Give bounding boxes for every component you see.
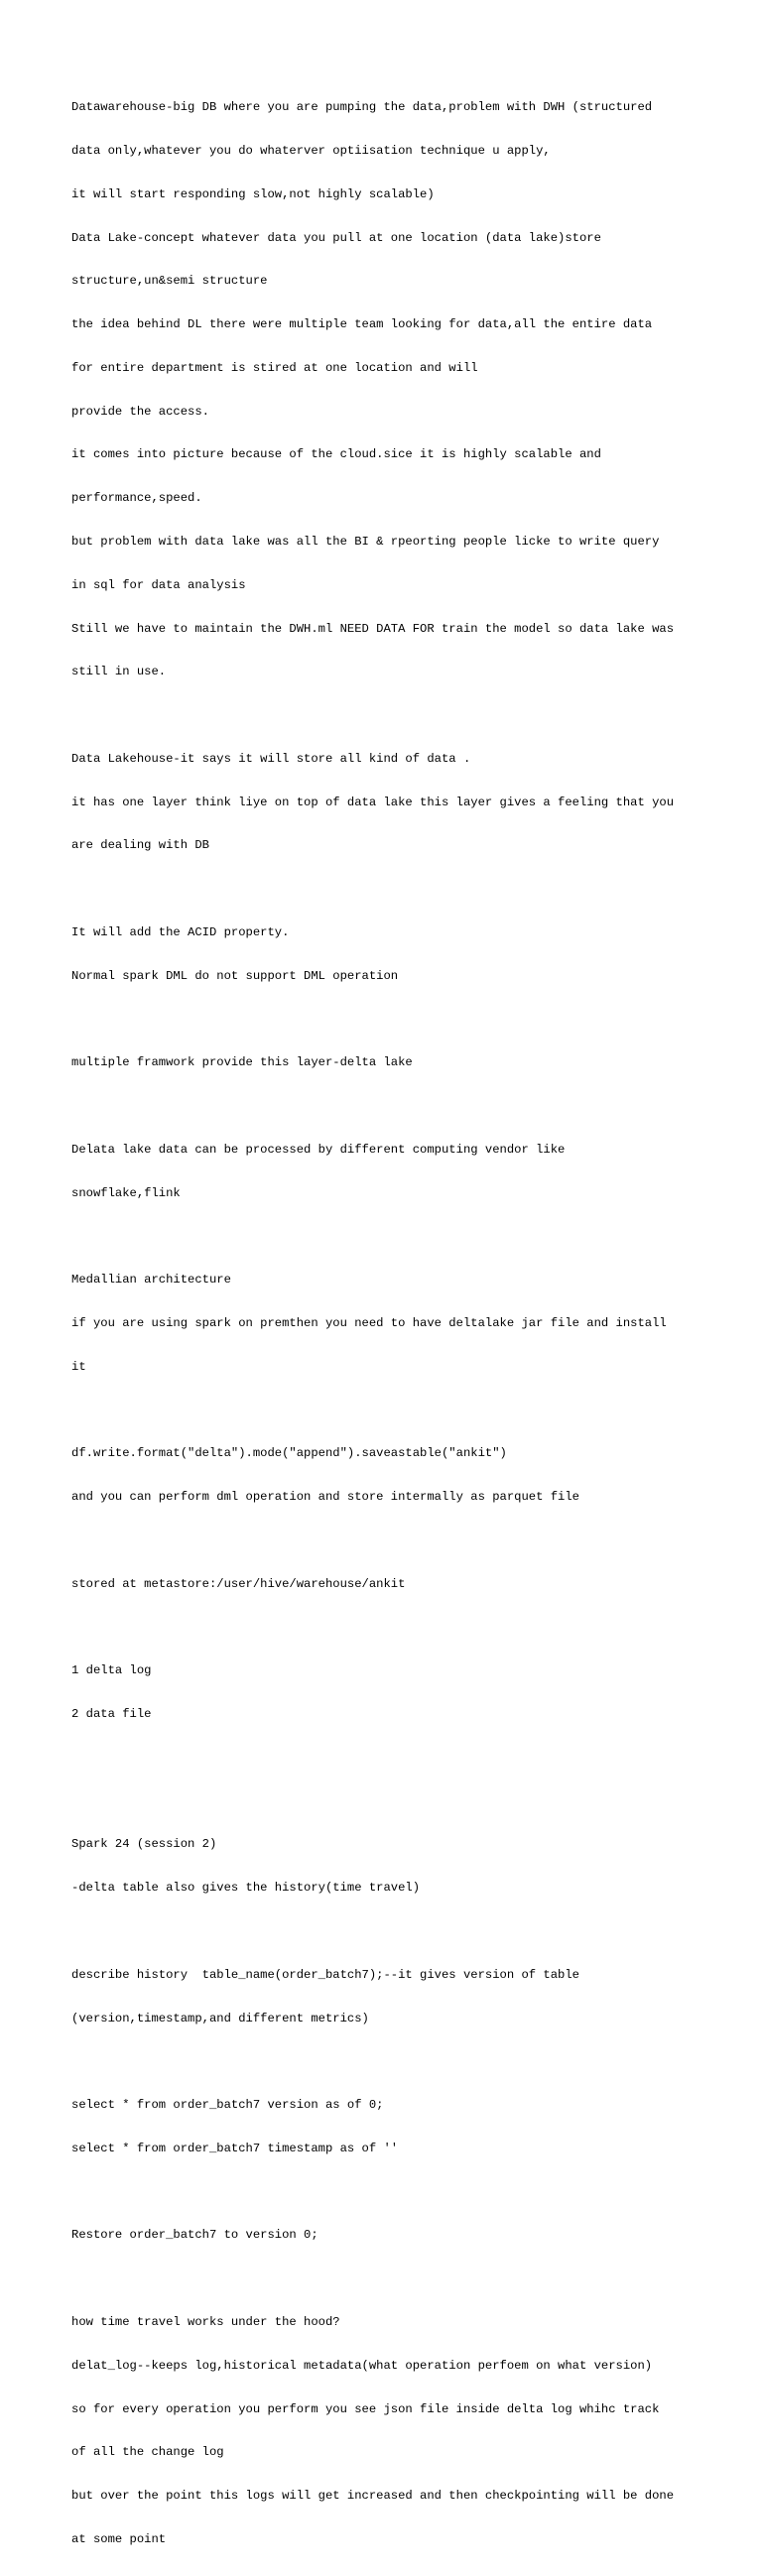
text-line: so for every operation you perform you see json file inside delta log whihc track [71, 2401, 660, 2416]
blank-line [71, 2054, 706, 2069]
text-line: it will start responding slow,not highly scalable) [71, 186, 435, 201]
list-item: 1 delta log [71, 1663, 152, 1678]
text-line: delat_log--keeps log,historical metadata(what operation perfoem on what version) [71, 2358, 653, 2373]
blank-line [71, 2271, 706, 2286]
text-line: the idea behind DL there were multiple team looking for data,all the entire data [71, 317, 653, 332]
text-line: performance,speed. [71, 491, 202, 506]
blank-line [71, 1794, 706, 1809]
text-line: of all the change log [71, 2445, 224, 2460]
text-line: structure,un&semi structure [71, 274, 268, 289]
blank-line [71, 1404, 706, 1418]
text-line: (version,timestamp,and different metrics) [71, 2011, 369, 2025]
blank-line [71, 1621, 706, 1636]
text-line: and you can perform dml operation and store intermally as parquet file [71, 1490, 579, 1505]
text-line: if you are using spark on premthen you need to have deltalake jar file and install [71, 1316, 667, 1331]
text-line: Normal spark DML do not support DML operation [71, 968, 399, 983]
code-line: select * from order_batch7 version as of 0; [71, 2098, 384, 2113]
text-line: it comes into picture because of the cloud.sice it is highly scalable and [71, 447, 601, 462]
text-line: Medallian architecture [71, 1273, 231, 1288]
text-line: Data Lakehouse-it says it will store all kind of data . [71, 751, 471, 766]
text-line: still in use. [71, 665, 167, 679]
text-line: how time travel works under the hood? [71, 2315, 340, 2330]
text-line: but problem with data lake was all the BI & rpeorting people licke to write query [71, 535, 660, 549]
blank-line [71, 1533, 706, 1548]
code-line: select * from order_batch7 timestamp as of '' [71, 2141, 399, 2155]
blank-line [71, 1230, 706, 1245]
text-line: snowflake,flink [71, 1185, 181, 1200]
text-line: multiple framwork provide this layer-delta lake [71, 1055, 413, 1070]
text-line: for entire department is stired at one location and will [71, 360, 478, 375]
text-line: It will add the ACID property. [71, 925, 290, 940]
text-line: at some point [71, 2531, 167, 2546]
text-line: Delata lake data can be processed by different computing vendor like [71, 1142, 566, 1157]
text-line: Still we have to maintain the DWH.ml NEED DATA FOR train the model so data lake was [71, 621, 675, 636]
code-line: Restore order_batch7 to version 0; [71, 2228, 318, 2243]
list-item: 2 data file [71, 1707, 152, 1722]
text-line: Datawarehouse-big DB where you are pumping the data,problem with DWH (structured [71, 100, 653, 115]
code-line: df.write.format("delta").mode("append").saveastable("ankit") [71, 1446, 507, 1461]
text-line: -delta table also gives the history(time travel) [71, 1881, 421, 1896]
text-line: in sql for data analysis [71, 577, 246, 592]
code-line: describe history table_name(order_batch7);--it gives version of table [71, 1967, 579, 1982]
blank-line [71, 1924, 706, 1939]
text-line: but over the point this logs will get increased and then checkpointing will be done [71, 2489, 675, 2504]
blank-line [71, 1013, 706, 1028]
text-line: are dealing with DB [71, 838, 209, 853]
blank-line [71, 2185, 706, 2200]
blank-line [71, 1099, 706, 1114]
blank-line [71, 1751, 706, 1766]
text-line: Data Lake-concept whatever data you pull at one location (data lake)store [71, 230, 601, 245]
document-text [71, 71, 706, 2576]
blank-line [71, 708, 706, 723]
text-line: data only,whatever you do whaterver optiisation technique u apply, [71, 143, 551, 158]
text-line: it [71, 1359, 86, 1374]
section-heading: Spark 24 (session 2) [71, 1837, 217, 1852]
text-line: provide the access. [71, 404, 209, 419]
blank-line [71, 882, 706, 897]
text-line: it has one layer think liye on top of data lake this layer gives a feeling that you [71, 795, 675, 809]
text-line: stored at metastore:/user/hive/warehouse/ankit [71, 1576, 406, 1591]
